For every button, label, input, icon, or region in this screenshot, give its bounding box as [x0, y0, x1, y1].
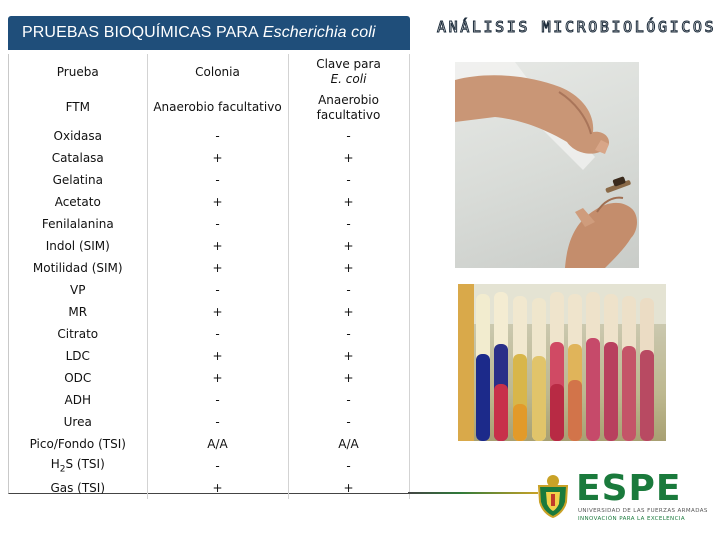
- key-result: +: [288, 477, 409, 499]
- photo-hands-illustration: [455, 62, 639, 268]
- key-result: +: [288, 367, 409, 389]
- key-result: +: [288, 147, 409, 169]
- test-name-subscript: 2: [59, 464, 66, 475]
- slide-title-bar: [8, 16, 410, 50]
- colony-result: +: [147, 345, 288, 367]
- table-row: [9, 455, 409, 477]
- test-name: Catalasa: [9, 147, 147, 169]
- test-name: LDC: [9, 345, 147, 367]
- table-row: [9, 323, 409, 345]
- colony-result: +: [147, 235, 288, 257]
- table-row: [9, 147, 409, 169]
- table-row: [9, 367, 409, 389]
- table-row: [9, 433, 409, 455]
- table-row: [9, 389, 409, 411]
- photo-hands-inoculating-tube: [455, 62, 639, 268]
- table-row: [9, 345, 409, 367]
- colony-result: +: [147, 191, 288, 213]
- biochemical-tests-table: [8, 54, 408, 494]
- key-result: -: [288, 389, 409, 411]
- colony-result: -: [147, 455, 288, 477]
- test-name: Fenilalanina: [9, 213, 147, 235]
- test-name: Gelatina: [9, 169, 147, 191]
- colony-result: +: [147, 477, 288, 499]
- test-name: VP: [9, 279, 147, 301]
- test-name: Citrato: [9, 323, 147, 345]
- colony-result: +: [147, 367, 288, 389]
- key-result: +: [288, 235, 409, 257]
- key-result: [288, 90, 409, 125]
- key-result: -: [288, 279, 409, 301]
- colony-result: -: [147, 169, 288, 191]
- colony-result: +: [147, 147, 288, 169]
- test-name: MR: [9, 301, 147, 323]
- test-name: Indol (SIM): [9, 235, 147, 257]
- table-row: [9, 279, 409, 301]
- colony-result: Anaerobio facultativo: [147, 90, 288, 125]
- colony-result: -: [147, 411, 288, 433]
- header-key-organism: E. coli: [330, 72, 367, 86]
- section-heading: ANÁLISIS MICROBIOLÓGICOS: [437, 18, 717, 36]
- photo-test-tubes-illustration: [458, 284, 666, 441]
- test-name-part: S (TSI): [65, 457, 105, 472]
- colony-result: -: [147, 323, 288, 345]
- key-result: -: [288, 213, 409, 235]
- table-row: [9, 90, 409, 125]
- espe-tagline-university: UNIVERSIDAD DE LAS FUERZAS ARMADAS: [578, 508, 708, 514]
- table-row: [9, 169, 409, 191]
- espe-wordmark: ESPE: [576, 468, 682, 509]
- colony-result: -: [147, 389, 288, 411]
- test-name: [9, 455, 147, 477]
- test-name: ODC: [9, 367, 147, 389]
- key-result-line2: facultativo: [316, 107, 381, 122]
- table-row: [9, 235, 409, 257]
- university-seal-icon: [536, 472, 570, 518]
- key-result-line1: Anaerobio: [318, 92, 379, 107]
- table-row: [9, 411, 409, 433]
- footer-accent-line: [408, 492, 538, 494]
- espe-logo: [528, 468, 708, 528]
- header-colony: Colonia: [147, 54, 288, 90]
- test-name: ADH: [9, 389, 147, 411]
- slide-title-organism: Escherichia coli: [262, 24, 376, 41]
- colony-result: A/A: [147, 433, 288, 455]
- table-row: [9, 301, 409, 323]
- test-name: Pico/Fondo (TSI): [9, 433, 147, 455]
- table-row: [9, 191, 409, 213]
- espe-tagline-motto: INNOVACIÓN PARA LA EXCELENCIA: [578, 516, 685, 522]
- key-result: +: [288, 191, 409, 213]
- key-result: -: [288, 125, 409, 147]
- header-ecoli-key: [288, 54, 409, 90]
- key-result: +: [288, 257, 409, 279]
- header-key-label: Clave para: [316, 57, 381, 71]
- key-result: -: [288, 455, 409, 477]
- key-result: +: [288, 301, 409, 323]
- test-name: Urea: [9, 411, 147, 433]
- test-name-part: H: [50, 457, 60, 472]
- photo-test-tubes: [458, 284, 666, 441]
- key-result: -: [288, 169, 409, 191]
- colony-result: -: [147, 279, 288, 301]
- key-result: -: [288, 411, 409, 433]
- table-row: [9, 257, 409, 279]
- key-result: +: [288, 345, 409, 367]
- key-result: A/A: [288, 433, 409, 455]
- table-row: [9, 477, 409, 499]
- test-name: Motilidad (SIM): [9, 257, 147, 279]
- colony-result: +: [147, 257, 288, 279]
- colony-result: -: [147, 213, 288, 235]
- key-result: -: [288, 323, 409, 345]
- test-name: Acetato: [9, 191, 147, 213]
- header-test: Prueba: [9, 54, 147, 90]
- colony-result: -: [147, 125, 288, 147]
- table-row: [9, 213, 409, 235]
- slide-title: PRUEBAS BIOQUÍMICAS PARA: [22, 24, 259, 41]
- table-header-row: [9, 54, 409, 90]
- test-name: Gas (TSI): [9, 477, 147, 499]
- test-name: FTM: [9, 90, 147, 125]
- test-name: Oxidasa: [9, 125, 147, 147]
- colony-result: +: [147, 301, 288, 323]
- table-row: [9, 125, 409, 147]
